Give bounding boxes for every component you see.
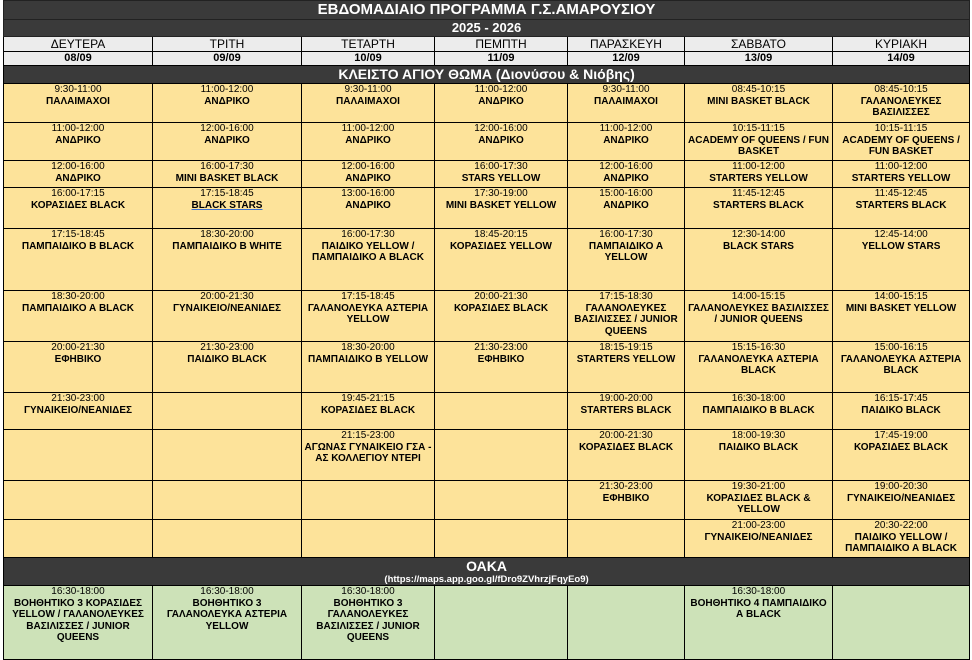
slot-time: 19:00-20:30 <box>874 481 928 492</box>
schedule-cell-sun[interactable] <box>833 188 970 229</box>
date-thu: 11/09 <box>435 52 568 66</box>
slot-time: 12:00-16:00 <box>51 161 105 172</box>
schedule-row <box>4 84 970 123</box>
schedule-cell-mon <box>4 520 153 558</box>
slot-team: ΠΑΛΑΙΜΑΧΟΙ <box>46 95 110 107</box>
slot-team: STARTERS YELLOW <box>576 353 676 365</box>
slot-team: ΚΟΡΑΣΙΔΕΣ BLACK & YELLOW <box>706 492 811 515</box>
slot-team: ΑΝΔΡΙΚΟ <box>204 134 250 146</box>
slot-team: ΠΑΙΔΙΚΟ YELLOW / ΠΑΜΠΑΙΔΙΚΟ Α BLACK <box>845 531 957 554</box>
schedule-cell-sat[interactable] <box>685 123 833 161</box>
schedule-cell-thu <box>435 430 568 481</box>
schedule-cell-sun[interactable] <box>833 342 970 393</box>
schedule-cell-tue[interactable] <box>153 291 302 342</box>
slot-team: ΠΑΜΠΑΙΔΙΚΟ Α YELLOW <box>588 240 664 263</box>
schedule-cell-sat[interactable] <box>685 84 833 123</box>
schedule-row <box>4 229 970 291</box>
slot-time: 18:00-19:30 <box>731 430 786 441</box>
slot-time: 21:30-23:00 <box>51 393 105 404</box>
slot-time: 19:45-21:15 <box>341 393 395 404</box>
slot-time: 14:00-15:15 <box>874 291 928 302</box>
schedule-cell-fri[interactable] <box>568 188 685 229</box>
schedule-cell-wed[interactable] <box>302 229 435 291</box>
slot-team: ΠΑΜΠΑΙΔΙΚΟ Β BLACK <box>21 240 135 252</box>
schedule-cell-thu[interactable] <box>435 161 568 188</box>
schedule-row <box>4 481 970 520</box>
slot-team: ΒΟΗΘΗΤΙΚΟ 3 ΓΑΛΑΝΟΛΕΥΚΑ ΑΣΤΕΡΙΑ YELLOW <box>166 597 288 632</box>
slot-time: 21:00-23:00 <box>731 520 786 531</box>
schedule-cell-wed[interactable] <box>302 393 435 430</box>
slot-time: 15:00-16:15 <box>874 342 928 353</box>
schedule-cell-fri[interactable] <box>568 84 685 123</box>
slot-team: ΓΥΝΑΙΚΕΙΟ/ΝΕΑΝΙΔΕΣ <box>172 302 282 314</box>
slot-time: 12:00-16:00 <box>474 123 528 134</box>
schedule-cell-thu[interactable] <box>435 229 568 291</box>
slot-team: ΑΝΔΡΙΚΟ <box>603 134 649 146</box>
slot-time: 16:30-18:00 <box>341 586 395 597</box>
slot-team: STARTERS BLACK <box>580 404 672 416</box>
slot-time: 9:30-11:00 <box>602 84 650 95</box>
slot-team: ΚΟΡΑΣΙΔΕΣ BLACK <box>320 404 416 416</box>
slot-team: ΓΥΝΑΙΚΕΙΟ/ΝΕΑΝΙΔΕΣ <box>23 404 133 416</box>
schedule-cell-sat[interactable] <box>685 481 833 520</box>
schedule-cell-fri[interactable] <box>568 342 685 393</box>
slot-team: ΑΝΔΡΙΚΟ <box>55 172 101 184</box>
slot-team: MINI BASKET YELLOW <box>845 302 957 314</box>
schedule-cell-sun[interactable] <box>833 229 970 291</box>
slot-team: ΑΝΔΡΙΚΟ <box>603 172 649 184</box>
schedule-cell-wed[interactable] <box>302 430 435 481</box>
slot-team: ΒΟΗΘΗΤΙΚΟ 3 ΚΟΡΑΣΙΔΕΣ YELLOW / ΓΑΛΑΝΟΛΕΥΚΕΣ ΒΑΣΙΛΙΣΣΕΣ / JUNIOR QUEENS <box>12 597 144 643</box>
slot-time: 18:30-20:00 <box>200 229 254 240</box>
slot-team: ΕΦΗΒΙΚΟ <box>54 353 102 365</box>
weekday-sun: ΚΥΡΙΑΚΗ <box>833 37 970 52</box>
weekday-sat: ΣΑΒΒΑΤΟ <box>685 37 833 52</box>
schedule-cell-wed[interactable] <box>302 291 435 342</box>
date-fri: 12/09 <box>568 52 685 66</box>
schedule-cell-fri[interactable] <box>568 430 685 481</box>
slot-time: 19:00-20:00 <box>599 393 653 404</box>
schedule-cell-mon[interactable] <box>4 342 153 393</box>
slot-time: 16:15-17:45 <box>874 393 928 404</box>
slot-team: ΕΦΗΒΙΚΟ <box>477 353 525 365</box>
slot-team: ΠΑΜΠΑΙΔΙΚΟ Α BLACK <box>22 302 134 314</box>
slot-time: 14:00-15:15 <box>731 291 786 302</box>
schedule-row <box>4 188 970 229</box>
schedule-row <box>4 586 970 660</box>
slot-team: ΑΝΔΡΙΚΟ <box>345 172 391 184</box>
slot-team: ΒΟΗΘΗΤΙΚΟ 3 ΓΑΛΑΝΟΛΕΥΚΕΣ ΒΑΣΙΛΙΣΣΕΣ / JUNIOR QUEENS <box>316 597 420 643</box>
slot-time: 11:00-12:00 <box>732 161 785 172</box>
slot-team: ΚΟΡΑΣΙΔΕΣ YELLOW <box>450 240 552 252</box>
schedule-cell-mon <box>4 481 153 520</box>
slot-time: 20:00-21:30 <box>200 291 254 302</box>
date-mon: 08/09 <box>4 52 153 66</box>
slot-time: 16:00-17:15 <box>51 188 105 199</box>
slot-time: 18:15-19:15 <box>599 342 653 353</box>
schedule-cell-sat[interactable] <box>685 430 833 481</box>
slot-team: ΓΥΝΑΙΚΕΙΟ/ΝΕΑΝΙΔΕΣ <box>846 492 956 504</box>
schedule-cell-tue[interactable] <box>153 84 302 123</box>
slot-time: 17:30-19:00 <box>474 188 528 199</box>
slot-team: ΠΑΙΔΙΚΟ BLACK <box>861 404 941 416</box>
slot-time: 16:00-17:30 <box>599 229 653 240</box>
schedule-cell-sat[interactable] <box>685 520 833 558</box>
schedule-cell-sat[interactable] <box>685 342 833 393</box>
schedule-cell-sat[interactable] <box>685 161 833 188</box>
weekday-thu: ΠΕΜΠΤΗ <box>435 37 568 52</box>
schedule-cell-sat[interactable] <box>685 586 833 660</box>
schedule-cell-tue[interactable] <box>153 161 302 188</box>
date-header-row <box>4 52 970 66</box>
slot-time: 17:45-19:00 <box>874 430 928 441</box>
slot-team: ΚΟΡΑΣΙΔΕΣ BLACK <box>453 302 549 314</box>
schedule-cell-fri[interactable] <box>568 123 685 161</box>
slot-team: ΓΑΛΑΝΟΛΕΥΚΕΣ ΒΑΣΙΛΙΣΣΕΣ <box>860 95 942 118</box>
slot-time: 08:45-10:15 <box>874 84 928 95</box>
slot-team: ΠΑΙΔΙΚΟ YELLOW / ΠΑΜΠΑΙΔΙΚΟ Α BLACK <box>312 240 424 263</box>
schedule-cell-wed[interactable] <box>302 84 435 123</box>
slot-time: 9:30-11:00 <box>344 84 392 95</box>
schedule-cell-sun[interactable] <box>833 481 970 520</box>
slot-team: ΚΟΡΑΣΙΔΕΣ BLACK <box>30 199 126 211</box>
slot-team: ΑΝΔΡΙΚΟ <box>345 134 391 146</box>
slot-time: 12:30-14:00 <box>731 229 786 240</box>
slot-time: 11:00-12:00 <box>474 84 528 95</box>
schedule-cell-wed[interactable] <box>302 161 435 188</box>
slot-team: ΑΓΩΝΑΣ ΓΥΝΑΙΚΕΙΟ ΓΣΑ - ΑΣ ΚΟΛΛΕΓΙΟΥ ΝΤΕΡΙ <box>304 441 432 464</box>
season-label: 2025 - 2026 <box>4 20 970 37</box>
slot-team: ΓΑΛΑΝΟΛΕΥΚΕΣ ΒΑΣΙΛΙΣΣΕΣ / JUNIOR QUEENS <box>574 302 678 337</box>
slot-team: ΑΝΔΡΙΚΟ <box>55 134 101 146</box>
slot-time: 18:30-20:00 <box>341 342 395 353</box>
schedule-cell-thu[interactable] <box>435 84 568 123</box>
schedule-cell-sat[interactable] <box>685 188 833 229</box>
slot-team: STARTERS BLACK <box>855 199 947 211</box>
schedule-cell-sun[interactable] <box>833 393 970 430</box>
slot-time: 15:00-16:00 <box>599 188 653 199</box>
slot-time: 16:00-17:30 <box>474 161 528 172</box>
slot-time: 20:00-21:30 <box>51 342 105 353</box>
schedule-row <box>4 161 970 188</box>
slot-time: 17:15-18:30 <box>599 291 653 302</box>
schedule-cell-mon[interactable] <box>4 229 153 291</box>
schedule-cell-wed[interactable] <box>302 586 435 660</box>
slot-team: ΒΟΗΘΗΤΙΚΟ 4 ΠΑΜΠΑΙΔΙΚΟ Α BLACK <box>690 597 827 620</box>
schedule-cell-thu <box>435 520 568 558</box>
schedule-cell-fri[interactable] <box>568 393 685 430</box>
slot-time: 17:15-18:45 <box>200 188 254 199</box>
schedule-cell-sun[interactable] <box>833 430 970 481</box>
schedule-cell-fri[interactable] <box>568 481 685 520</box>
schedule-cell-tue[interactable] <box>153 342 302 393</box>
schedule-cell-thu[interactable] <box>435 188 568 229</box>
slot-time: 11:45-12:45 <box>874 188 928 199</box>
slot-time: 16:30-18:00 <box>200 586 254 597</box>
schedule-cell-sun[interactable] <box>833 520 970 558</box>
slot-team: ΠΑΛΑΙΜΑΧΟΙ <box>336 95 400 107</box>
slot-time: 11:00-12:00 <box>341 123 395 134</box>
slot-time: 21:30-23:00 <box>474 342 528 353</box>
slot-time: 11:00-12:00 <box>874 161 928 172</box>
date-wed: 10/09 <box>302 52 435 66</box>
slot-team: ΑΝΔΡΙΚΟ <box>204 95 250 107</box>
slot-time: 10:15-11:15 <box>874 123 928 134</box>
schedule-cell-mon[interactable] <box>4 161 153 188</box>
schedule-cell-tue[interactable] <box>153 229 302 291</box>
schedule-cell-sun[interactable] <box>833 123 970 161</box>
schedule-row <box>4 123 970 161</box>
schedule-cell-fri <box>568 520 685 558</box>
venue-name-oaka: ΟΑΚΑ <box>466 558 507 574</box>
schedule-cell-thu[interactable] <box>435 342 568 393</box>
schedule-cell-mon[interactable] <box>4 291 153 342</box>
schedule-cell-fri[interactable] <box>568 291 685 342</box>
slot-time: 9:30-11:00 <box>54 84 102 95</box>
schedule-cell-sat[interactable] <box>685 291 833 342</box>
weekday-mon: ΔΕΥΤΕΡΑ <box>4 37 153 52</box>
slot-team: STARTERS BLACK <box>713 199 804 211</box>
slot-time: 19:30-21:00 <box>731 481 786 492</box>
slot-team: ΑΝΔΡΙΚΟ <box>478 134 524 146</box>
schedule-cell-thu <box>435 586 568 660</box>
slot-time: 16:30-18:00 <box>731 586 786 597</box>
schedule-cell-thu[interactable] <box>435 123 568 161</box>
slot-time: 18:45-20:15 <box>474 229 528 240</box>
schedule-cell-mon[interactable] <box>4 586 153 660</box>
schedule-cell-wed <box>302 520 435 558</box>
slot-team: ΓΑΛΑΝΟΛΕΥΚΕΣ ΒΑΣΙΛΙΣΣΕΣ / JUNIOR QUEENS <box>688 302 829 325</box>
slot-team: ΓΥΝΑΙΚΕΙΟ/ΝΕΑΝΙΔΕΣ <box>704 531 813 543</box>
schedule-cell-sat[interactable] <box>685 229 833 291</box>
slot-team: ΠΑΙΔΙΚΟ BLACK <box>187 353 267 365</box>
slot-time: 20:00-21:30 <box>599 430 653 441</box>
slot-team: ΑΝΔΡΙΚΟ <box>603 199 649 211</box>
date-tue: 09/09 <box>153 52 302 66</box>
date-sat: 13/09 <box>685 52 833 66</box>
slot-team: ΓΑΛΑΝΟΛΕΥΚΑ ΑΣΤΕΡΙΑ BLACK <box>840 353 962 376</box>
schedule-cell-fri[interactable] <box>568 161 685 188</box>
slot-time: 12:00-16:00 <box>341 161 395 172</box>
schedule-row <box>4 393 970 430</box>
slot-time: 12:45-14:00 <box>874 229 928 240</box>
weekday-header-row <box>4 37 970 52</box>
slot-team: ΑΝΔΡΙΚΟ <box>478 95 524 107</box>
date-sun: 14/09 <box>833 52 970 66</box>
schedule-cell-sun[interactable] <box>833 161 970 188</box>
schedule-cell-mon[interactable] <box>4 188 153 229</box>
slot-team: ACADEMY OF QUEENS / FUN BASKET <box>688 134 829 157</box>
slot-time: 08:45-10:15 <box>731 84 786 95</box>
weekday-fri: ΠΑΡΑΣΚΕΥΗ <box>568 37 685 52</box>
slot-team: STARTERS YELLOW <box>709 172 808 184</box>
slot-time: 21:15-23:00 <box>341 430 395 441</box>
schedule-table <box>3 0 970 660</box>
slot-time: 16:00-17:30 <box>341 229 395 240</box>
slot-time: 11:00-12:00 <box>200 84 254 95</box>
page-title: ΕΒΔΟΜΑΔΙΑΙΟ ΠΡΟΓΡΑΜΜΑ Γ.Σ.ΑΜΑΡΟΥΣΙΟΥ <box>4 1 970 20</box>
schedule-cell-mon <box>4 430 153 481</box>
slot-team: ΠΑΙΔΙΚΟ BLACK <box>718 441 799 453</box>
schedule-cell-wed[interactable] <box>302 188 435 229</box>
schedule-cell-tue <box>153 481 302 520</box>
schedule-cell-mon[interactable] <box>4 84 153 123</box>
slot-time: 13:00-16:00 <box>341 188 395 199</box>
schedule-cell-thu <box>435 393 568 430</box>
slot-team: ΚΟΡΑΣΙΔΕΣ BLACK <box>853 441 949 453</box>
schedule-cell-wed[interactable] <box>302 342 435 393</box>
schedule-cell-thu[interactable] <box>435 291 568 342</box>
weekday-wed: ΤΕΤΑΡΤΗ <box>302 37 435 52</box>
slot-team: ΑΝΔΡΙΚΟ <box>345 199 391 211</box>
slot-time: 12:00-16:00 <box>599 161 653 172</box>
schedule-cell-wed <box>302 481 435 520</box>
schedule-cell-fri <box>568 586 685 660</box>
schedule-row <box>4 430 970 481</box>
slot-time: 17:15-18:45 <box>51 229 105 240</box>
schedule-row <box>4 520 970 558</box>
map-link[interactable]: (https://maps.app.goo.gl/fDro9ZVhrzjFqyEo9) <box>384 574 589 585</box>
slot-team: ΠΑΛΑΙΜΑΧΟΙ <box>594 95 658 107</box>
slot-team: ΠΑΜΠΑΙΔΙΚΟ Β BLACK <box>702 404 815 416</box>
slot-team: ΚΟΡΑΣΙΔΕΣ BLACK <box>578 441 674 453</box>
venue-title-oaka <box>4 558 970 586</box>
slot-time: 10:15-11:15 <box>732 123 785 134</box>
schedule-cell-tue <box>153 430 302 481</box>
schedule-cell-wed[interactable] <box>302 123 435 161</box>
slot-time: 11:00-12:00 <box>599 123 653 134</box>
slot-team: BLACK STARS <box>191 199 263 211</box>
slot-time: 16:30-18:00 <box>731 393 786 404</box>
slot-time: 20:30-22:00 <box>874 520 928 531</box>
slot-time: 15:15-16:30 <box>731 342 786 353</box>
slot-time: 17:15-18:45 <box>341 291 395 302</box>
slot-time: 21:30-23:00 <box>200 342 254 353</box>
slot-team: ACADEMY OF QUEENS / FUN BASKET <box>842 134 960 157</box>
slot-time: 21:30-23:00 <box>599 481 653 492</box>
schedule-cell-tue <box>153 520 302 558</box>
schedule-cell-tue[interactable] <box>153 586 302 660</box>
slot-team: STARS YELLOW <box>461 172 541 184</box>
slot-team: MINI BASKET BLACK <box>175 172 279 184</box>
schedule-row <box>4 291 970 342</box>
slot-team: ΠΑΜΠΑΙΔΙΚΟ Β YELLOW <box>307 353 429 365</box>
slot-team: STARTERS YELLOW <box>851 172 951 184</box>
slot-time: 16:30-18:00 <box>51 586 105 597</box>
slot-team: YELLOW STARS <box>861 240 941 252</box>
weekday-tue: ΤΡΙΤΗ <box>153 37 302 52</box>
schedule-cell-thu <box>435 481 568 520</box>
schedule-cell-sun[interactable] <box>833 291 970 342</box>
schedule-sheet <box>3 0 969 660</box>
schedule-cell-sun <box>833 586 970 660</box>
slot-time: 20:00-21:30 <box>474 291 528 302</box>
slot-team: BLACK STARS <box>723 240 794 252</box>
slot-time: 11:00-12:00 <box>51 123 105 134</box>
slot-time: 18:30-20:00 <box>51 291 105 302</box>
venue-title-agiou-thoma: ΚΛΕΙΣΤΟ ΑΓΙΟΥ ΘΩΜΑ (Διονύσου & Νιόβης) <box>4 66 970 84</box>
schedule-cell-tue <box>153 393 302 430</box>
schedule-cell-sat[interactable] <box>685 393 833 430</box>
slot-time: 12:00-16:00 <box>200 123 254 134</box>
slot-team: ΕΦΗΒΙΚΟ <box>602 492 650 504</box>
slot-team: ΓΑΛΑΝΟΛΕΥΚΑ ΑΣΤΕΡΙΑ YELLOW <box>307 302 429 325</box>
schedule-cell-tue[interactable] <box>153 188 302 229</box>
slot-team: ΠΑΜΠΑΙΔΙΚΟ Β WHITE <box>172 240 282 252</box>
schedule-cell-mon[interactable] <box>4 123 153 161</box>
schedule-cell-mon[interactable] <box>4 393 153 430</box>
slot-time: 11:45-12:45 <box>732 188 785 199</box>
schedule-cell-sun[interactable] <box>833 84 970 123</box>
slot-team: MINI BASKET BLACK <box>707 95 810 107</box>
schedule-cell-tue[interactable] <box>153 123 302 161</box>
slot-time: 16:00-17:30 <box>200 161 254 172</box>
schedule-row <box>4 342 970 393</box>
slot-team: ΓΑΛΑΝΟΛΕΥΚΑ ΑΣΤΕΡΙΑ BLACK <box>698 353 819 376</box>
schedule-cell-fri[interactable] <box>568 229 685 291</box>
slot-team: MINI BASKET YELLOW <box>445 199 557 211</box>
